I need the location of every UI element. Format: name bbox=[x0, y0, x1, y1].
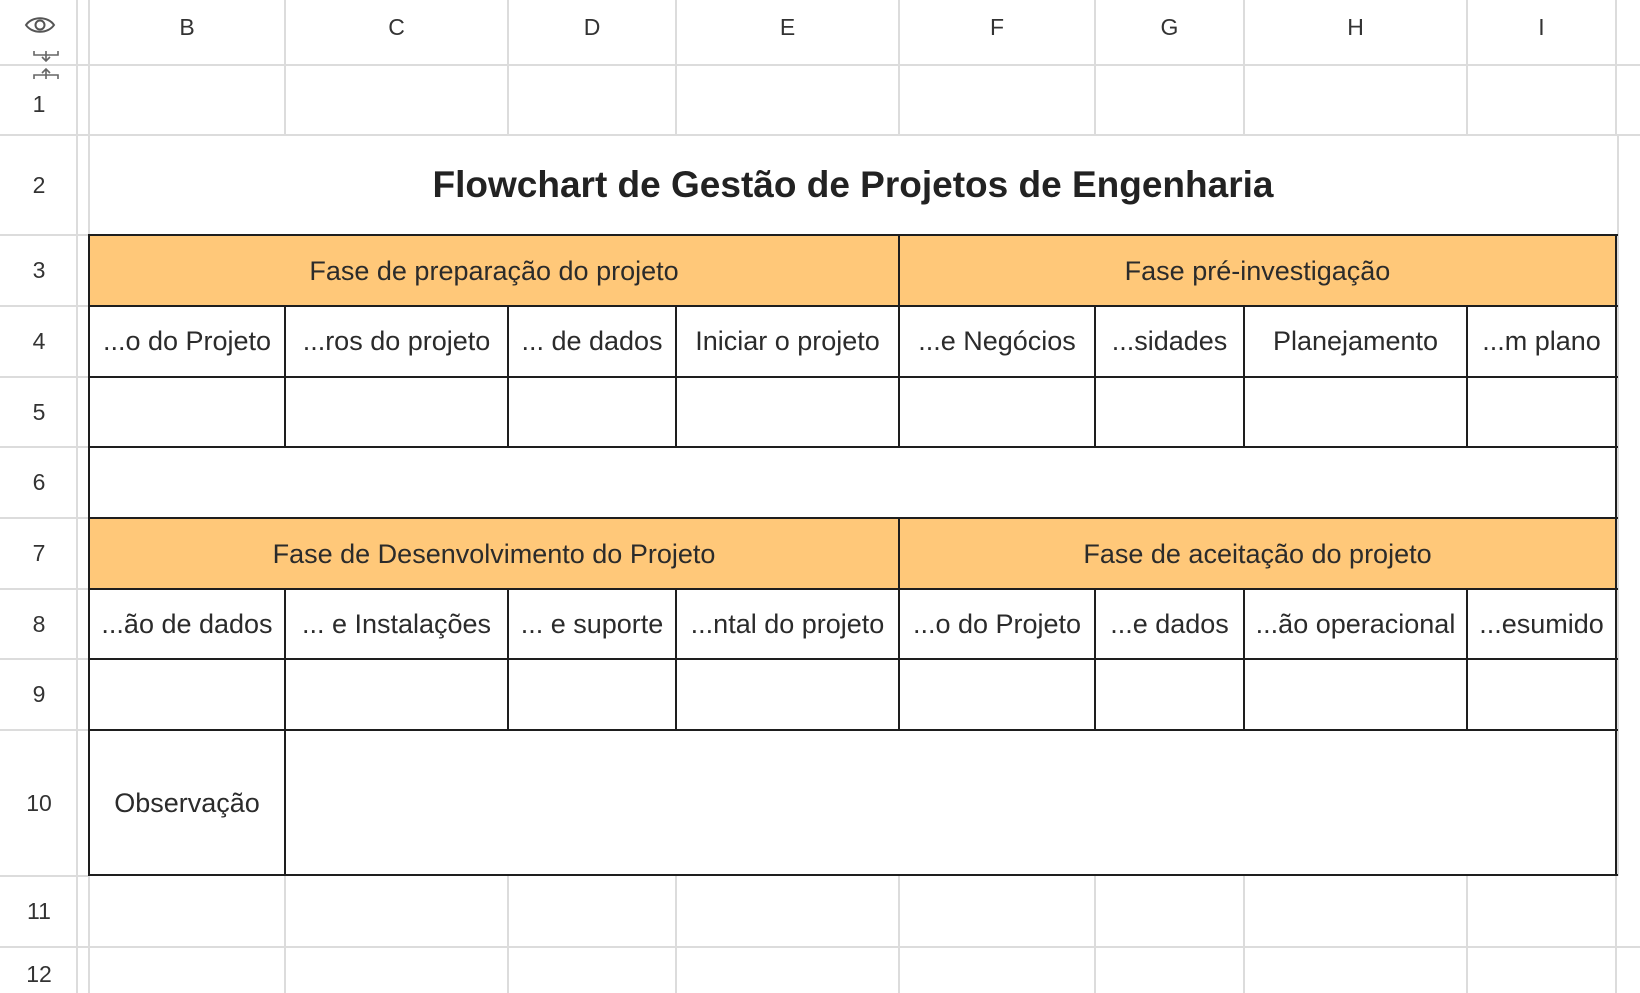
step-cell-b8[interactable]: ...ão de dados bbox=[101, 608, 273, 639]
row-header-4[interactable]: 4 bbox=[32, 328, 46, 354]
step-cell-f4[interactable]: ...e Negócios bbox=[918, 326, 1076, 356]
phase-pre-investigation-header[interactable]: Fase pré-investigação bbox=[899, 236, 1616, 306]
step-cell-f8[interactable]: ...o do Projeto bbox=[912, 608, 1082, 639]
cell-g5[interactable] bbox=[1095, 378, 1244, 446]
cell-c9[interactable] bbox=[285, 660, 508, 729]
cell-i9[interactable] bbox=[1467, 660, 1616, 729]
row-header-2[interactable]: 2 bbox=[32, 171, 46, 198]
cell-f11[interactable] bbox=[900, 877, 1094, 946]
cell-d5[interactable] bbox=[508, 378, 676, 446]
step-cell-i4[interactable]: ...m plano bbox=[1482, 326, 1601, 356]
cell-g9[interactable] bbox=[1095, 660, 1244, 729]
cell-d11[interactable] bbox=[509, 877, 675, 946]
cell-c5[interactable] bbox=[285, 378, 508, 446]
page-title[interactable]: Flowchart de Gestão de Projetos de Engenharia bbox=[432, 164, 1274, 205]
cell-b1[interactable] bbox=[90, 66, 284, 134]
spacer-row-6[interactable] bbox=[89, 448, 1616, 517]
column-header-c[interactable]: C bbox=[388, 13, 405, 40]
step-cell-d4[interactable]: ... de dados bbox=[521, 326, 663, 356]
cell-c11[interactable] bbox=[286, 877, 507, 946]
row-header-8[interactable]: 8 bbox=[32, 610, 46, 637]
step-cell-e4[interactable]: Iniciar o projeto bbox=[695, 326, 880, 356]
step-cell-h4[interactable]: Planejamento bbox=[1272, 326, 1439, 356]
cell-d9[interactable] bbox=[508, 660, 676, 729]
cell-f1[interactable] bbox=[900, 66, 1094, 134]
step-cell-i8[interactable]: ...esumido bbox=[1479, 608, 1604, 639]
row-header-5[interactable]: 5 bbox=[32, 398, 46, 425]
cell-e1[interactable] bbox=[677, 66, 898, 134]
observation-field[interactable] bbox=[285, 731, 1616, 876]
cell-d1[interactable] bbox=[509, 66, 675, 134]
cell-f9[interactable] bbox=[899, 660, 1095, 729]
step-cell-c4[interactable]: ...ros do projeto bbox=[302, 326, 491, 356]
eye-icon[interactable] bbox=[20, 10, 60, 40]
cell-i11[interactable] bbox=[1468, 877, 1615, 946]
column-header-d[interactable]: D bbox=[583, 13, 601, 40]
row-header-11[interactable]: 11 bbox=[27, 898, 51, 924]
column-header-b[interactable]: B bbox=[179, 13, 195, 40]
row-header-6[interactable]: 6 bbox=[32, 469, 46, 495]
cell-b5[interactable] bbox=[89, 378, 285, 446]
step-cell-b4[interactable]: ...o do Projeto bbox=[102, 326, 272, 356]
cell-h11[interactable] bbox=[1245, 877, 1466, 946]
row-header-12[interactable]: 12 bbox=[26, 961, 52, 987]
cell-b11[interactable] bbox=[90, 877, 284, 946]
cell-i5[interactable] bbox=[1467, 378, 1616, 446]
cell-f5[interactable] bbox=[899, 378, 1095, 446]
row-header-1[interactable]: 1 bbox=[32, 90, 46, 117]
step-cell-g4[interactable]: ...sidades bbox=[1111, 326, 1228, 356]
row-header-9[interactable]: 9 bbox=[32, 681, 46, 707]
cell-g11[interactable] bbox=[1096, 877, 1243, 946]
column-header-i[interactable]: I bbox=[1538, 13, 1545, 40]
observation-label[interactable]: Observação bbox=[114, 788, 260, 818]
cell-e5[interactable] bbox=[676, 378, 899, 446]
cell-e9[interactable] bbox=[676, 660, 899, 729]
step-cell-e8[interactable]: ...ntal do projeto bbox=[690, 608, 885, 639]
cell-h1[interactable] bbox=[1245, 66, 1466, 134]
cell-i1[interactable] bbox=[1468, 66, 1615, 134]
row-header-3[interactable]: 3 bbox=[32, 257, 46, 283]
phase-development-header[interactable]: Fase de Desenvolvimento do Projeto bbox=[89, 519, 899, 589]
cell-g1[interactable] bbox=[1096, 66, 1243, 134]
cell-e11[interactable] bbox=[677, 877, 898, 946]
column-header-g[interactable]: G bbox=[1160, 13, 1179, 40]
column-header-h[interactable]: H bbox=[1347, 13, 1364, 40]
cell-c1[interactable] bbox=[286, 66, 507, 134]
phase-acceptance-header[interactable]: Fase de aceitação do projeto bbox=[899, 519, 1616, 589]
cell-h9[interactable] bbox=[1244, 660, 1467, 729]
step-cell-h8[interactable]: ...ão operacional bbox=[1255, 608, 1456, 639]
row-header-7[interactable]: 7 bbox=[32, 540, 46, 566]
row-header-10[interactable]: 10 bbox=[26, 789, 52, 816]
cell-b9[interactable] bbox=[89, 660, 285, 729]
cell-h5[interactable] bbox=[1244, 378, 1467, 446]
step-cell-g8[interactable]: ...e dados bbox=[1110, 608, 1229, 639]
phase-preparation-header[interactable]: Fase de preparação do projeto bbox=[89, 236, 899, 306]
column-header-e[interactable]: E bbox=[779, 13, 796, 40]
column-header-f[interactable]: F bbox=[989, 13, 1005, 40]
step-cell-c8[interactable]: ... e Instalações bbox=[301, 608, 492, 639]
step-cell-d8[interactable]: ... e suporte bbox=[520, 608, 664, 639]
